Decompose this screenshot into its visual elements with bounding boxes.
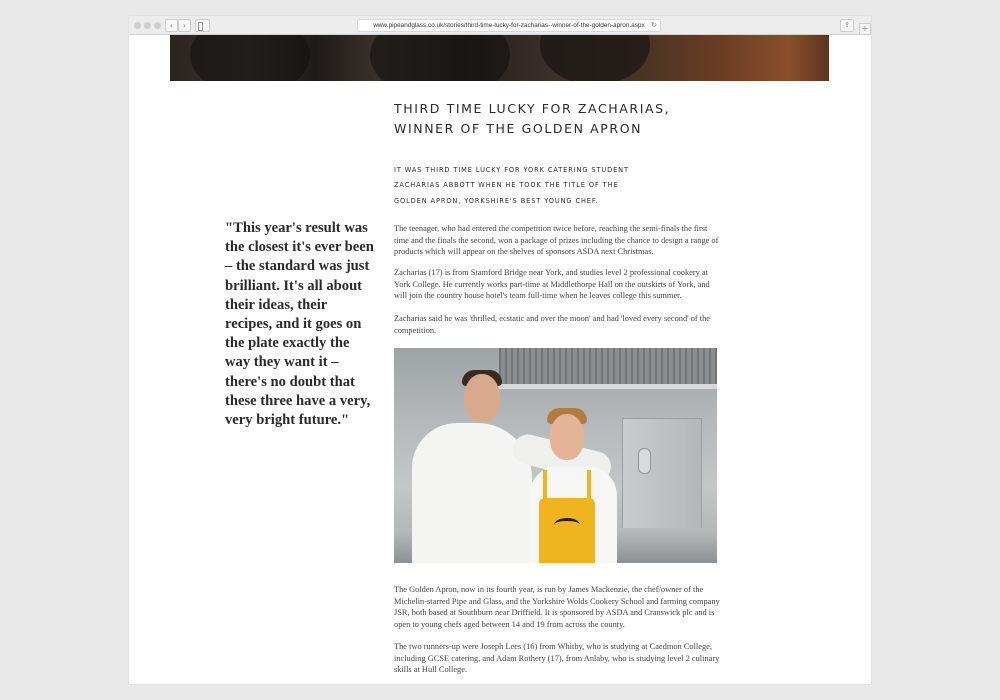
wall-plate: [638, 448, 651, 474]
close-window-icon[interactable]: [134, 22, 141, 29]
headline-line: THIRD TIME LUCKY FOR ZACHARIAS,: [394, 101, 671, 116]
back-button[interactable]: ‹: [165, 19, 178, 32]
forward-button[interactable]: ›: [178, 19, 191, 32]
browser-toolbar: [129, 16, 871, 35]
chef-face: [464, 374, 500, 422]
minimize-window-icon[interactable]: [144, 22, 151, 29]
sidebar-toggle-icon[interactable]: [195, 19, 210, 32]
apron-strap: [543, 470, 547, 500]
body-paragraph: Zacharias said he was 'thrilled, ecstatic and over the moon' and had 'loved every second' of the competition.: [394, 314, 711, 335]
article-headline: [394, 99, 724, 139]
browser-window: [129, 16, 871, 684]
hood-edge: [484, 384, 717, 389]
zoom-window-icon[interactable]: [154, 22, 161, 29]
hero-figure: [540, 35, 650, 81]
new-tab-button[interactable]: +: [859, 23, 871, 35]
body-paragraph: The two runners-up were Joseph Lees (16) from Whitby, who is studying at Caedmon College, including GCSE catering, and Adam Rothery (17), from Anlaby, who is studying level 2 culinary skills at Hull College.: [394, 642, 720, 675]
body-paragraph: The teenager, who had entered the competition twice before, reaching the semi-finals the first time and the finals the second, won a package of prizes including the chance to design a range of products which will appear on the shelves of sponsors ASDA next Christmas.: [394, 224, 719, 257]
url-text: www.pipeandglass.co.uk/stories/third-time-lucky-for-zacharias--winner-of-the-golden-apron.aspx: [373, 22, 645, 29]
reload-icon[interactable]: ↻: [651, 21, 657, 29]
pull-quote: "This year's result was the closest it's ever been – the standard was just brilliant. It's all about their ideas, their recipes, and it goes on the plate exactly the way they want it – there's no doubt that these three have a very, very bright future.": [225, 220, 374, 429]
hero-image: [170, 35, 829, 81]
body-paragraph: Zacharias (17) is from Stamford Bridge near York, and studies level 2 professional cookery at York College. He currently works part-time at Middlethorpe Hall on the outskirts of York, and will join the country house hotel's team full-time when he leaves college this summer.: [394, 268, 710, 301]
lede-line: GOLDEN APRON, YORKSHIRE'S BEST YOUNG CHEF.: [394, 196, 599, 205]
apron-strap: [587, 470, 591, 500]
lede-line: IT WAS THIRD TIME LUCKY FOR YORK CATERING STUDENT: [394, 166, 629, 174]
share-icon[interactable]: ⇪: [840, 19, 854, 32]
headline-line: WINNER OF THE GOLDEN APRON: [394, 121, 643, 136]
apron-logo-icon: [554, 518, 580, 532]
chefs-photo: [394, 348, 717, 563]
extractor-hood: [499, 348, 717, 386]
article-lede: [394, 163, 724, 209]
address-bar[interactable]: [357, 19, 661, 32]
body-paragraph: The Golden Apron, now in its fourth year, is run by James Mackenzie, the chef/owner of the Michelin-starred Pipe and Glass, and the Yorkshire Wolds Cookery School and farming company JSR, both based at Southburn near Driffield. It is sponsored by ASDA and Cranswick plc and is open to young chefs aged between 14 and 19 from across the county.: [394, 585, 720, 630]
hero-figure: [190, 35, 310, 81]
hero-figure: [370, 35, 510, 81]
lede-line: ZACHARIAS ABBOTT WHEN HE TOOK THE TITLE OF THE: [394, 181, 619, 190]
student-face: [550, 414, 584, 460]
